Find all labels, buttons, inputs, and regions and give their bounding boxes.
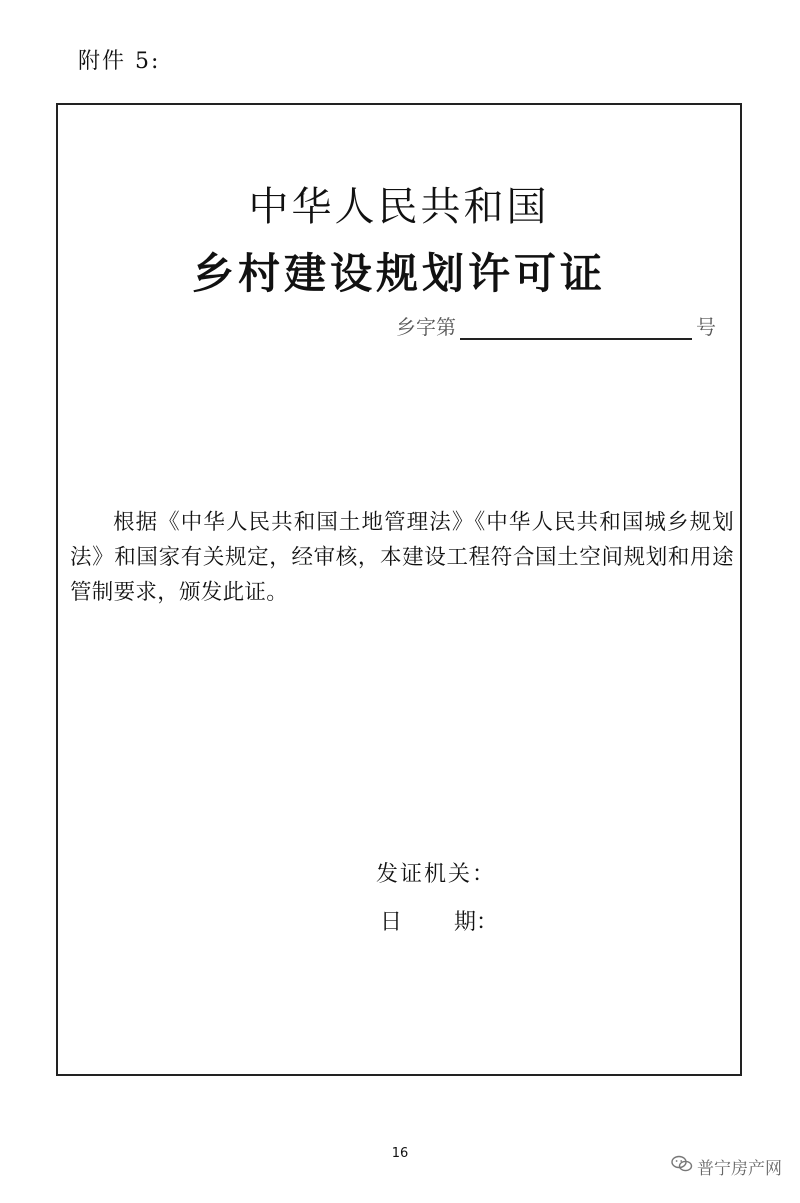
serial-suffix: 号 [696,315,716,339]
issuing-authority-label: 发证机关： [376,862,497,887]
serial-number-line [396,311,716,340]
serial-number-blank [460,314,692,340]
wechat-icon [671,1155,693,1178]
certificate-body-text: 根据《中华人民共和国土地管理法》《中华人民共和国城乡规划法》和国家有关规定，经审核，本建设工程符合国土空间规划和用途管制要求，颁发此证。 [70,510,734,605]
watermark [671,1154,782,1179]
watermark-text: 普宁房产网 [697,1159,782,1179]
page-number: 16 [391,1146,409,1161]
country-title: 中华人民共和国 [248,184,550,230]
serial-prefix: 乡字第 [396,315,456,339]
date-label-first: 日 [380,910,403,935]
date-label-last: 期： [454,910,499,935]
attachment-label: 附件 5: [78,49,161,74]
issue-date-line [380,905,498,936]
certificate-frame [56,103,742,1076]
permit-title: 乡村建设规划许可证 [191,249,606,298]
